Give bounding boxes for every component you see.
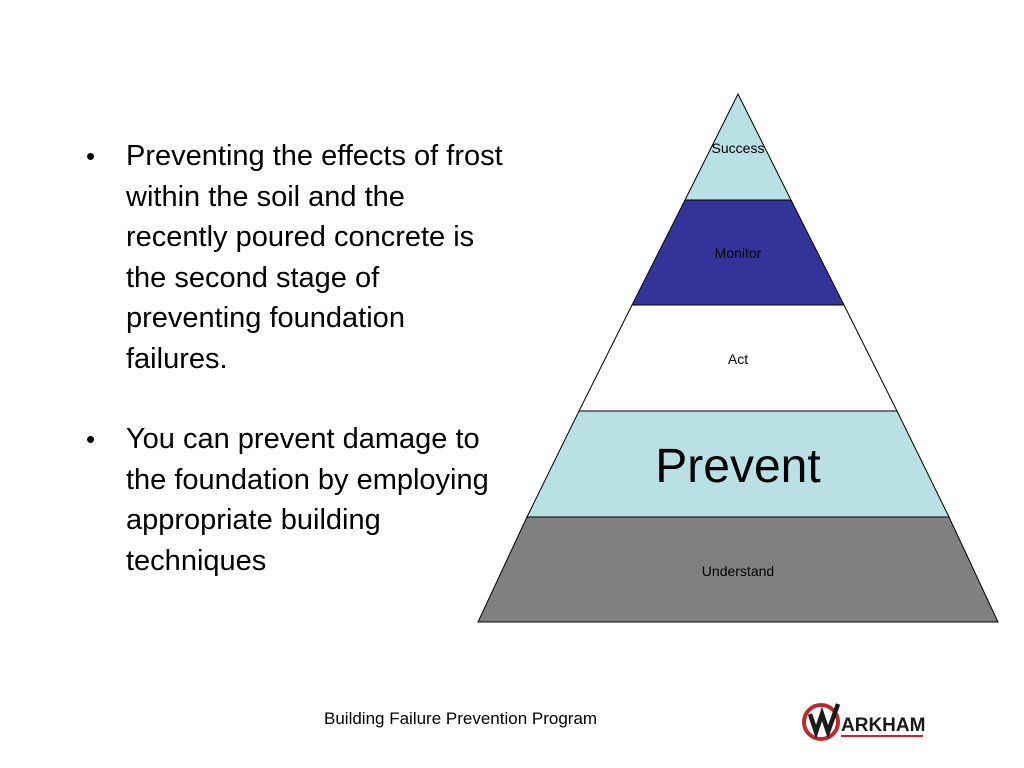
pyramid-label-success: Success (711, 140, 765, 156)
pyramid-label-prevent: Prevent (655, 440, 821, 493)
bullet-marker: • (86, 424, 96, 454)
pyramid-label-monitor: Monitor (714, 245, 762, 261)
logo-wordmark: ARKHAM (841, 715, 926, 736)
pyramid-label-act: Act (727, 351, 749, 367)
bullet-text-1: Preventing the effects of frost within the soil and the recently poured concrete is the second stage of preventing foundation failures. (126, 140, 503, 375)
footer-title: Building Failure Prevention Program (324, 709, 598, 728)
bullet-marker: • (86, 141, 96, 171)
markham-logo (800, 700, 928, 744)
pyramid-label-understand: Understand (701, 563, 775, 579)
bullet-text-2: You can prevent damage to the foundation by employing appropriate building techniques (126, 423, 489, 577)
